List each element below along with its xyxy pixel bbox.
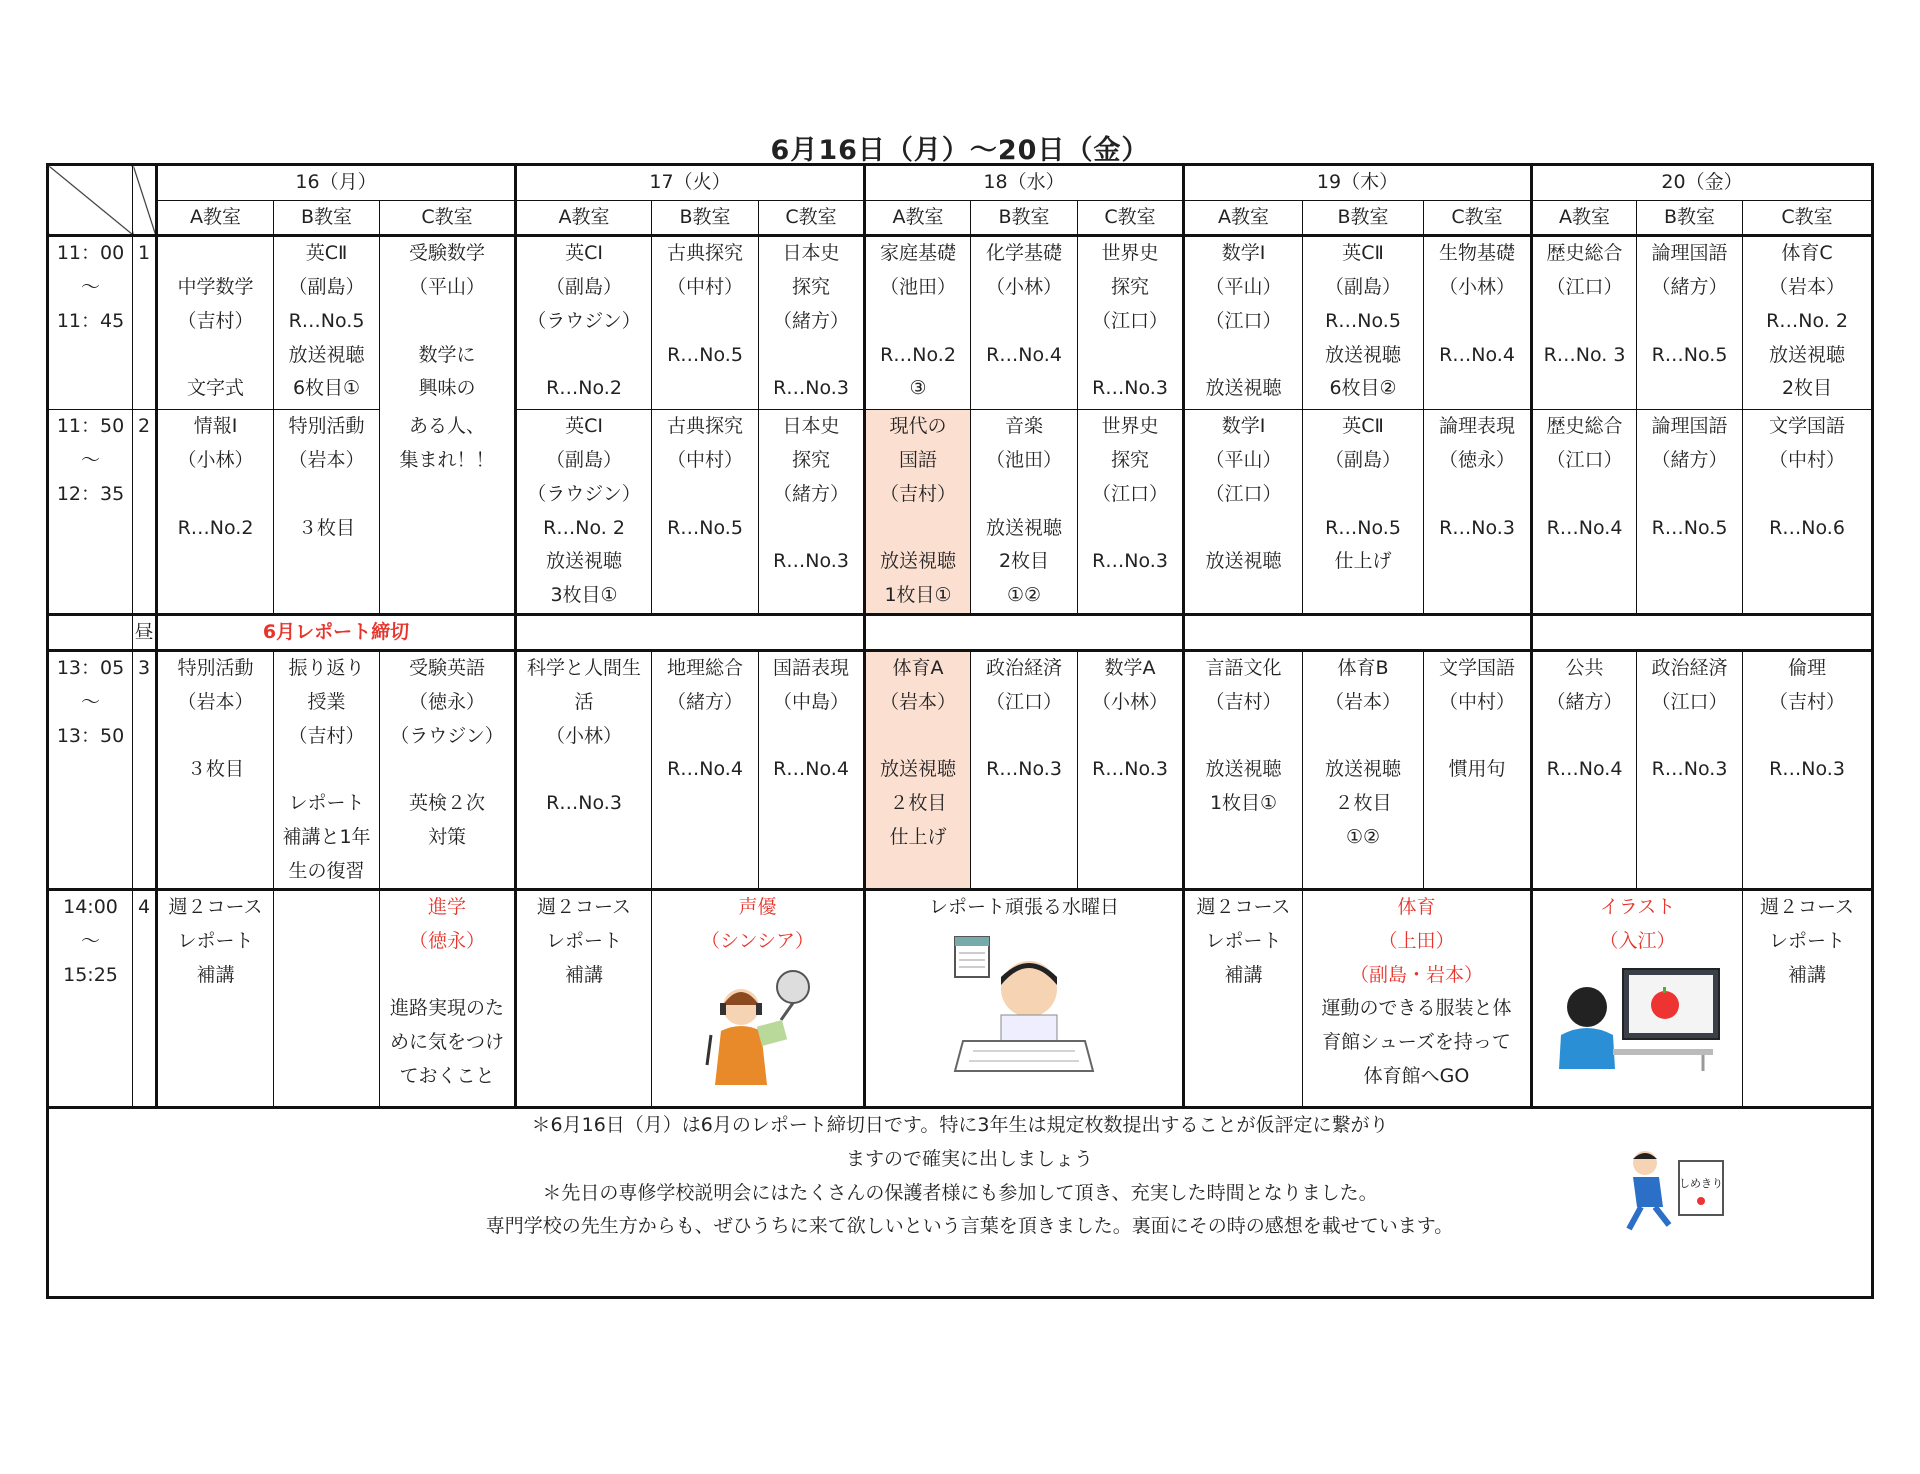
weekly-schedule-table — [46, 163, 1874, 1299]
class-cell: 体育C （岩本） R…No. 2 放送視聴 2枚目 — [1743, 236, 1873, 410]
room-header: C教室 — [380, 200, 516, 236]
course-cell: 週２コース レポート 補講 — [516, 890, 652, 1108]
course-cell: 週２コース レポート 補講 — [1184, 890, 1303, 1108]
lunch-cell — [1532, 614, 1873, 651]
class-cell: 政治経済 （江口） R…No.3 — [1637, 651, 1743, 890]
class-cell: 数学Ⅰ （平山） （江口） 放送視聴 — [1184, 236, 1303, 410]
class-cell: 公共 （緒方） R…No.4 — [1532, 651, 1637, 890]
class-cell: 英CⅠ （副島） （ラウジン） R…No. 2 放送視聴 3枚目① — [516, 410, 652, 614]
class-cell: 数学A （小林） R…No.3 — [1078, 651, 1184, 890]
class-cell: 文学国語 （中村） R…No.6 — [1743, 410, 1873, 614]
room-header: A教室 — [516, 200, 652, 236]
class-cell: 特別活動 （岩本） ３枚目 — [274, 410, 380, 614]
period-number: 4 — [133, 890, 157, 1108]
day-header: 18（水） — [865, 165, 1184, 201]
class-cell: 論理国語 （緒方） R…No.5 — [1637, 236, 1743, 410]
course-teacher: （徳永） — [408, 929, 485, 952]
room-header: C教室 — [759, 200, 865, 236]
class-cell: 歴史総合 （江口） R…No. 3 — [1532, 236, 1637, 410]
class-cell: 歴史総合 （江口） R…No.4 — [1532, 410, 1637, 614]
course-title: 進学 — [427, 896, 466, 919]
course-cell — [865, 890, 1184, 1108]
class-cell: 古典探究 （中村） R…No.5 — [652, 236, 759, 410]
class-cell: 情報Ⅰ （小林） R…No.2 — [157, 410, 274, 614]
course-teacher: （上田） — [1378, 929, 1455, 952]
class-cell: 化学基礎 （小林） R…No.4 — [971, 236, 1078, 410]
course-title: 声優 — [738, 896, 777, 919]
class-cell: 英CⅠ （副島） （ラウジン） R…No.2 — [516, 236, 652, 410]
class-cell: 数学Ⅰ （平山） （江口） 放送視聴 — [1184, 410, 1303, 614]
class-cell: 地理総合 （緒方） R…No.4 — [652, 651, 759, 890]
page-title: 6月16日（月）～20日（金） — [770, 135, 1150, 166]
class-cell: 中学数学 （吉村） 文字式 — [157, 236, 274, 410]
lunch-cell — [1184, 614, 1532, 651]
class-cell: 政治経済 （江口） R…No.3 — [971, 651, 1078, 890]
course-cell — [1303, 890, 1532, 1108]
note-line: ＊6月16日（月）は6月のレポート締切日です。特に3年生は規定枚数提出することが仮評定に繋がり — [531, 1114, 1389, 1137]
day-header: 17（火） — [516, 165, 865, 201]
class-cell: 英CⅡ （副島） R…No.5 放送視聴 6枚目② — [1303, 236, 1424, 410]
room-header: B教室 — [274, 200, 380, 236]
illustration-artist-illustration — [1553, 965, 1723, 1075]
deadline-runner-illustration — [1619, 1145, 1729, 1235]
period-time: 11：50 ～ 12：35 — [48, 410, 133, 614]
period-number: 1 — [133, 236, 157, 410]
course-description: 進路実現のた めに気をつけ ておくこと — [389, 997, 504, 1087]
course-cell: 週２コース レポート 補講 — [157, 890, 274, 1108]
class-cell: 体育B （岩本） 放送視聴 ２枚目 ①② — [1303, 651, 1424, 890]
class-cell: 音楽 （池田） 放送視聴 2枚目 ①② — [971, 410, 1078, 614]
class-cell: 国語表現 （中島） R…No.4 — [759, 651, 865, 890]
room-header: B教室 — [1637, 200, 1743, 236]
course-title: 体育 — [1397, 896, 1436, 919]
course-description: 運動のできる服装と体 育館シューズを持って 体育館へGO — [1321, 997, 1512, 1087]
notes-section — [48, 1108, 1873, 1298]
day-header: 19（木） — [1184, 165, 1532, 201]
empty-cell — [274, 890, 380, 1108]
room-header: B教室 — [1303, 200, 1424, 236]
day-header: 20（金） — [1532, 165, 1873, 201]
deadline-notice: 6月レポート締切 — [157, 614, 516, 651]
course-teacher: （シンシア） — [700, 929, 815, 952]
class-cell: 特別活動 （岩本） ３枚目 — [157, 651, 274, 890]
lunch-label: 昼 — [133, 614, 157, 651]
course-teacher: （副島・岩本） — [1349, 963, 1483, 986]
room-header: A教室 — [157, 200, 274, 236]
class-cell: 受験数学 （平山） 数学に 興味の — [380, 236, 516, 410]
room-header: B教室 — [652, 200, 759, 236]
class-cell: 英CⅡ （副島） R…No.5 仕上げ — [1303, 410, 1424, 614]
note-line: ＊先日の専修学校説明会にはたくさんの保護者様にも参加して頂き、充実した時間となりました。 — [542, 1181, 1378, 1204]
period-number: 3 — [133, 651, 157, 890]
room-header: A教室 — [865, 200, 971, 236]
course-cell — [380, 890, 516, 1108]
class-cell: ある人、 集まれ！！ — [380, 410, 516, 614]
note-line: ますので確実に出しましょう — [826, 1147, 1093, 1170]
lunch-time-cell — [48, 614, 133, 651]
day-header: 16（月） — [157, 165, 516, 201]
deadline-sign-text: しめきり — [1679, 1177, 1723, 1191]
lunch-cell — [516, 614, 865, 651]
class-cell: 論理表現 （徳永） R…No.3 — [1424, 410, 1532, 614]
voice-actor-illustration — [693, 965, 823, 1085]
class-cell: 日本史 探究 （緒方） R…No.3 — [759, 410, 865, 614]
note-line: 専門学校の先生方からも、ぜひうちに来て欲しいという言葉を頂きました。裏面にその時の感想を載せています。 — [466, 1215, 1454, 1238]
class-cell: 文学国語 （中村） 慣用句 — [1424, 651, 1532, 890]
class-cell: 受験英語 （徳永） （ラウジン） 英検２次 対策 — [380, 651, 516, 890]
course-title: イラスト — [1599, 896, 1676, 919]
class-cell: 世界史 探究 （江口） R…No.3 — [1078, 410, 1184, 614]
class-cell: 論理国語 （緒方） R…No.5 — [1637, 410, 1743, 614]
lunch-cell — [865, 614, 1184, 651]
class-cell: 言語文化 （吉村） 放送視聴 1枚目① — [1184, 651, 1303, 890]
spacer — [380, 959, 514, 993]
class-cell: 家庭基礎 （池田） R…No.2 ③ — [865, 236, 971, 410]
class-cell: 世界史 探究 （江口） R…No.3 — [1078, 236, 1184, 410]
studying-student-illustration — [949, 931, 1099, 1076]
room-header: C教室 — [1424, 200, 1532, 236]
period-time: 11：00 ～ 11：45 — [48, 236, 133, 410]
class-cell: 生物基礎 （小林） R…No.4 — [1424, 236, 1532, 410]
period-number: 2 — [133, 410, 157, 614]
course-cell — [652, 890, 865, 1108]
course-teacher: （入江） — [1599, 929, 1676, 952]
course-cell: 週２コース レポート 補講 — [1743, 890, 1873, 1108]
class-cell-highlighted: 体育A （岩本） 放送視聴 ２枚目 仕上げ — [865, 651, 971, 890]
room-header: C教室 — [1743, 200, 1873, 236]
class-cell: 倫理 （吉村） R…No.3 — [1743, 651, 1873, 890]
room-header: A教室 — [1532, 200, 1637, 236]
period-time: 13：05 ～ 13：50 — [48, 651, 133, 890]
period-time: 14:00 ～ 15:25 — [48, 890, 133, 1108]
room-header: A教室 — [1184, 200, 1303, 236]
class-cell: 古典探究 （中村） R…No.5 — [652, 410, 759, 614]
room-header: B教室 — [971, 200, 1078, 236]
class-cell: 英CⅡ （副島） R…No.5 放送視聴 6枚目① — [274, 236, 380, 410]
class-cell: 日本史 探究 （緒方） R…No.3 — [759, 236, 865, 410]
room-header: C教室 — [1078, 200, 1184, 236]
corner-cell-narrow — [133, 165, 157, 236]
course-title: レポート頑張る水曜日 — [928, 896, 1119, 919]
course-cell — [1532, 890, 1743, 1108]
class-cell-highlighted: 現代の 国語 （吉村） 放送視聴 1枚目① — [865, 410, 971, 614]
class-cell: 科学と人間生 活 （小林） R…No.3 — [516, 651, 652, 890]
class-cell: 振り返り 授業 （吉村） レポート 補講と1年 生の復習 — [274, 651, 380, 890]
corner-cell — [48, 165, 133, 236]
